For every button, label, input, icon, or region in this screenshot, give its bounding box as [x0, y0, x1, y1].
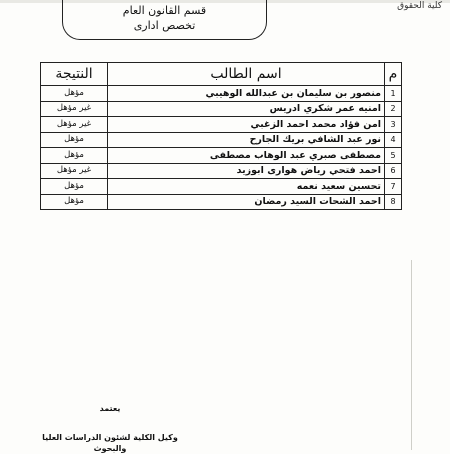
results-table: [40, 62, 402, 210]
result-cell: غير مؤهل: [41, 117, 108, 133]
row-number: 5: [385, 148, 402, 164]
result-cell: مؤهل: [41, 86, 108, 102]
specialization-title: تخصص ادارى: [133, 19, 196, 32]
student-name: نور عبد الشافي بريك الجارح: [108, 132, 385, 148]
column-header-result: النتيجة: [41, 63, 108, 86]
result-cell: مؤهل: [41, 194, 108, 210]
faculty-name-fragment: كلية الحقوق: [397, 1, 442, 11]
result-cell: غير مؤهل: [41, 101, 108, 117]
row-number: 7: [385, 179, 402, 195]
signature-block: [30, 403, 190, 454]
result-cell: مؤهل: [41, 132, 108, 148]
student-name: مصطفى صبري عبد الوهاب مصطفى: [108, 148, 385, 164]
table-row: [41, 179, 402, 195]
department-header: [62, 0, 267, 40]
column-header-num: م: [385, 63, 402, 86]
row-number: 6: [385, 163, 402, 179]
row-number: 1: [385, 86, 402, 102]
row-number: 3: [385, 117, 402, 133]
column-header-name: اسم الطالب: [108, 63, 385, 86]
result-cell: غير مؤهل: [41, 163, 108, 179]
table-row: [41, 163, 402, 179]
scan-margin-line: [411, 260, 412, 450]
row-number: 4: [385, 132, 402, 148]
student-name: امنيه عمر شكري ادريس: [108, 101, 385, 117]
department-title: قسم القانون العام: [122, 4, 207, 17]
table-row: [41, 101, 402, 117]
table-row: [41, 117, 402, 133]
result-cell: مؤهل: [41, 179, 108, 195]
table-row: [41, 148, 402, 164]
table-header-row: [41, 63, 402, 86]
student-name: منصور بن سليمان بن عبدالله الوهيبي: [108, 86, 385, 102]
table-row: [41, 132, 402, 148]
result-cell: مؤهل: [41, 148, 108, 164]
row-number: 8: [385, 194, 402, 210]
table-row: [41, 194, 402, 210]
student-name: احمد الشحات السيد رمضان: [108, 194, 385, 210]
student-name: تحسين سعيد نعمه: [108, 179, 385, 195]
table-row: [41, 86, 402, 102]
row-number: 2: [385, 101, 402, 117]
signatory-title: وكيل الكلية لشئون الدراسات العليا والبحوث: [42, 433, 178, 453]
student-name: امن فؤاد محمد احمد الزغبي: [108, 117, 385, 133]
approval-label: يعتمد: [99, 404, 121, 413]
student-name: احمد فتحي رياض هوارى ابوزيد: [108, 163, 385, 179]
